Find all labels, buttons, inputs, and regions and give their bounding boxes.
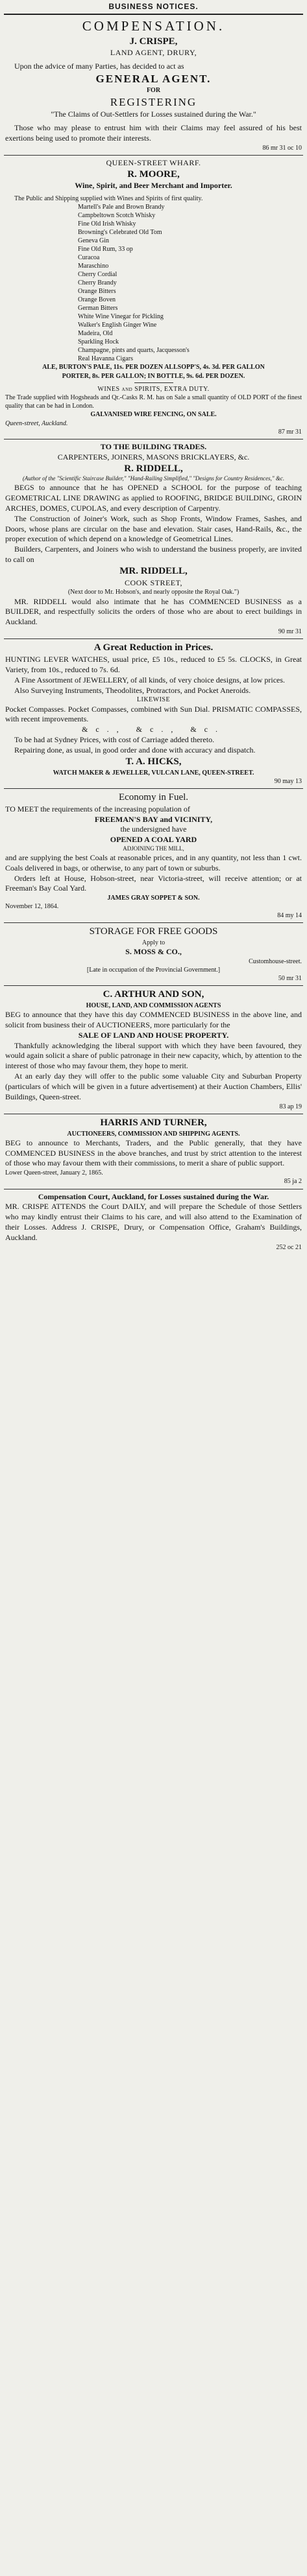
advert-fuel [4, 789, 303, 923]
advert-hicks [4, 639, 303, 789]
advert-street: COOK STREET, [124, 578, 183, 587]
advert-paragraph: The Construction of Joiner's Work, such as Shop Fronts, Window Frames, Sashes, and Doors, whose plans are circular on the base and elevation. Stair cases, Hand-Rails, &c., the proper execution of which depend on a knowledge of Geometrical Lines. [5, 513, 302, 544]
advert-paragraph: Those who may please to entrust him with their Claims may feel assured of his best exertions being used to promote their interests. [5, 123, 302, 143]
advert-date: November 12, 1864. [5, 903, 59, 911]
advert-riddell [4, 439, 303, 639]
advert-name: S. MOSS & CO., [125, 946, 182, 956]
advert-place: FREEMAN'S BAY and VICINITY, [94, 814, 213, 824]
advert-ref: 90 may 13 [274, 777, 302, 785]
section-masthead: BUSINESS NOTICES. [4, 0, 303, 15]
advert-trade: AUCTIONEERS, COMMISSION AND SHIPPING AGENTS. [67, 1130, 240, 1138]
advert-heading: STORAGE FOR FREE GOODS [89, 926, 218, 937]
advert-harris [4, 1114, 303, 1189]
advert-next: (Next door to Mr. Hobson's, and nearly opposite the Royal Oak.") [68, 589, 239, 596]
advert-paragraph: Orders left at House, Hobson-street, near Victoria-street, will receive attention; or at Freeman's Bay Coal Yard. [5, 873, 302, 893]
advert-author: (Author of the "Scientific Staircase Builder," "Hand-Railing Simplified," "Designs for Country Residences," &c. [22, 475, 285, 482]
advert-crispe-agent [4, 15, 303, 156]
advert-ref: 83 ap 19 [279, 1103, 302, 1110]
advert-registering: REGISTERING [110, 95, 197, 108]
goods-item: Fine Old Irish Whisky [78, 220, 136, 228]
advert-trade: Wine, Spirit, and Beer Merchant and Importer. [75, 181, 232, 191]
advert-ref: 90 mr 31 [278, 628, 302, 636]
advert-address: Queen-street, Auckland. [5, 419, 68, 427]
advert-paragraph: HUNTING LEVER WATCHES, usual price, £5 10s., reduced to £5 5s. CLOCKS, in Great Variety, from 10s., reduced to 7s. 6d. [5, 655, 302, 674]
goods-item: Sparkling Hock [78, 338, 119, 346]
goods-item: Orange Boven [78, 296, 116, 304]
advert-office: Lower Queen-street, January 2, 1865. [5, 1169, 103, 1177]
advert-for: FOR [146, 87, 161, 95]
advert-paragraph: Thankfully acknowledging the liberal support with which they have been favoured, they would again solicit a share of public patronage in their new capacity, which, by attention to the interest of those who may favour them, they hope to merit. [5, 1040, 302, 1071]
advert-paragraph: MR. CRISPE ATTENDS the Court DAILY, and will prepare the Schedule of those Settlers who may kindly entrust their Claims to his care, and will also attend to the Examination of their Losses. Address J. CRISPE, Drury, or Compensation Office, Graham's Buildings, Auckland. [5, 1202, 302, 1242]
advert-iron: GALVANISED WIRE FENCING, ON SALE. [90, 411, 217, 419]
advert-name: T. A. HICKS, [125, 756, 182, 767]
advert-name: R. RIDDELL, [124, 463, 183, 474]
advert-court [4, 1189, 303, 1254]
advert-address: Customhouse-street. [249, 957, 302, 965]
advert-opened: OPENED A COAL YARD [110, 835, 197, 845]
advert-heading: Compensation Court, Auckland, for Losses sustained during the War. [38, 1191, 269, 1201]
advert-trade: HOUSE, LAND, AND COMMISSION AGENTS [86, 1001, 221, 1009]
advert-etc: &c., &c., &c. [82, 725, 225, 734]
advert-sale: SALE OF LAND AND HOUSE PROPERTY. [78, 1030, 229, 1040]
advert-paragraph: At an early day they will offer to the public some valuable City and Suburban Property (particulars of which will be given in a future advertisement) at their Auction Chambers, Ellis' Buildings, Queen-street. [5, 1071, 302, 1101]
advert-title: GENERAL AGENT. [95, 73, 212, 85]
advert-name: MR. RIDDELL, [119, 565, 188, 576]
advert-heading: COMPENSATION. [82, 18, 225, 34]
advert-moore [4, 156, 303, 439]
advert-paragraph: BEG to announce that they have this day COMMENCED BUSINESS in the above line, and solicit from business their of AUCTIONEERS, more particularly for the [5, 1010, 302, 1029]
advert-wines-heading: WINES and SPIRITS, EXTRA DUTY. [97, 385, 210, 393]
goods-list [5, 203, 302, 363]
advert-heading: TO THE BUILDING TRADES. [100, 441, 207, 451]
advert-heading: Economy in Fuel. [118, 791, 189, 802]
advert-paragraph: and are supplying the best Coals at reasonable prices, and in any quantity, not less than 1 cwt. Coals delivered in bags, or otherwise, to any part of town or suburbs. [5, 852, 302, 872]
goods-item: Maraschino [78, 263, 109, 270]
goods-item: Walker's English Ginger Wine [78, 322, 157, 329]
goods-item: Campbeltown Scotch Whisky [78, 212, 156, 220]
goods-item: German Bitters [78, 305, 118, 312]
goods-item: Madeira, Old [78, 330, 113, 338]
advert-likewise: LIKEWISE [136, 696, 171, 704]
goods-item: Browning's Celebrated Old Tom [78, 229, 162, 237]
advert-name: R. MOORE, [127, 169, 180, 180]
advert-paragraph: Repairing done, as usual, in good order and done with accuracy and dispatch. [14, 745, 256, 755]
goods-item: Orange Bitters [78, 288, 116, 296]
advert-paragraph: Also Surveying Instruments, Theodolites, Protractors, and Pocket Aneroids. [14, 685, 251, 695]
goods-item: Cherry Cordial [78, 271, 117, 279]
goods-item: Geneva Gin [78, 237, 110, 245]
advert-ref: 50 mr 31 [278, 974, 302, 982]
advert-trades: CARPENTERS, JOINERS, MASONS BRICKLAYERS, &c. [57, 452, 250, 462]
advert-paragraph: MR. RIDDELL would also intimate that he has COMMENCED BUSINESS as a BUILDER, and respectfully solicits the orders of those who are about to erect buildings in Auckland. [5, 596, 302, 627]
advert-name: HARRIS AND TURNER, [100, 1117, 207, 1128]
advert-paragraph: Upon the advice of many Parties, has decided to act as [14, 62, 184, 71]
goods-item: Cherry Brandy [78, 279, 117, 287]
advert-paragraph: TO MEET the requirements of the increasing population of [5, 804, 190, 814]
newspaper-page [0, 0, 307, 1258]
advert-heading: A Great Reduction in Prices. [93, 642, 214, 653]
advert-wines-text: The Trade supplied with Hogsheads and Qr.-Casks R. M. has on Sale a small quantity of OLD PORT of the finest quality that can be had in London. [5, 393, 302, 410]
advert-note: [Late in occupation of the Provincial Government.] [86, 966, 221, 974]
advert-name: J. CRISPE, [129, 36, 178, 47]
advert-ref: 85 ja 2 [284, 1178, 302, 1186]
goods-item: Martell's Pale and Brown Brandy [78, 204, 165, 211]
advert-paragraph: To be had at Sydney Prices, with cost of Carriage added thereto. [14, 735, 215, 745]
advert-name: JAMES GRAY SOPPET & SON. [107, 895, 200, 902]
advert-ref: 252 oc 21 [276, 1243, 302, 1251]
advert-paragraph: A Fine Assortment of JEWELLERY, of all kinds, of very choice designs, at low prices. [14, 675, 286, 685]
advert-undersigned: the undersigned have [120, 825, 187, 834]
advert-ref: 87 mr 31 [278, 428, 302, 436]
advert-name: C. ARTHUR AND SON, [103, 989, 204, 1000]
advert-arthur [4, 986, 303, 1114]
advert-ref: 84 my 14 [277, 911, 302, 919]
goods-item: Real Havanna Cigars [78, 355, 133, 363]
advert-intro: The Public and Shipping supplied with Wines and Spirits of first quality. [14, 195, 203, 203]
advert-paragraph: BEGS to announce that he has OPENED a SCHOOL for the purpose of teaching GEOMETRICAL LINE DRAWING as applied to ROOFING, BRIDGE BUILDING, GROIN ARCHES, DOMES, CUPOLAS, and every description of Carpentry. [5, 483, 302, 513]
advert-porter: PORTER, 8s. PER GALLON; IN BOTTLE, 9s. 6d. PER DOZEN. [62, 372, 245, 380]
advert-wharf: QUEEN-STREET WHARF. [106, 158, 201, 167]
advert-claims: "The Claims of Out-Settlers for Losses sustained during the War." [51, 110, 256, 119]
advert-ale: ALE, BURTON'S PALE, 11s. PER DOZEN ALLSOPP'S, 4s. 3d. PER GALLON [42, 364, 265, 371]
advert-paragraph: BEG to announce to Merchants, Traders, and the Public generally, that they have COMMENCED BUSINESS in the above branches, and trust by strict attention to the interest of those who may favour them with their commissions, to merit a share of public support. [5, 1138, 302, 1168]
advert-trade: WATCH MAKER & JEWELLER, VULCAN LANE, QUEEN-STREET. [53, 769, 254, 777]
advert-paragraph: Pocket Compasses. Pocket Compasses, combined with Sun Dial. PRISMATIC COMPASSES, with recent improvements. [5, 704, 302, 724]
goods-item: White Wine Vinegar for Pickling [78, 313, 164, 321]
advert-ref: 86 mr 31 oc 10 [262, 144, 302, 152]
goods-item: Curacoa [78, 254, 100, 262]
goods-item: Champagne, pints and quarts, Jacquesson's [78, 347, 190, 355]
advert-storage [4, 923, 303, 986]
advert-paragraph: Builders, Carpenters, and Joiners who wish to understand the business properly, are invited to call on [5, 544, 302, 564]
advert-apply: Apply to [141, 939, 166, 946]
goods-item: Fine Old Rum, 33 op [78, 246, 133, 253]
advert-adjoining: ADJOINING THE MILL, [123, 845, 184, 852]
advert-role: LAND AGENT, DRURY, [110, 48, 197, 58]
